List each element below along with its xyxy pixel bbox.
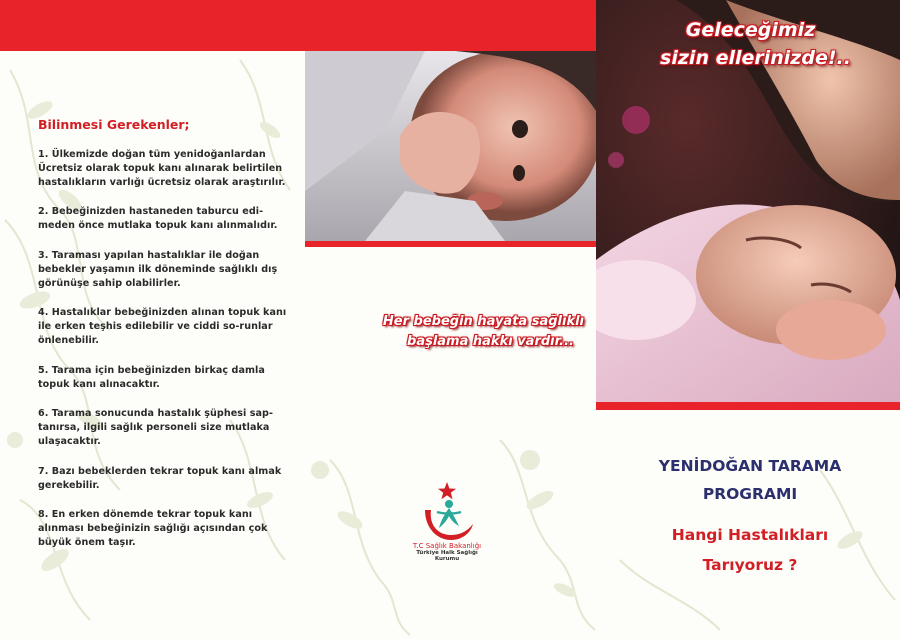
program-title-line-1: YENİDOĞAN TARAMA <box>658 457 842 475</box>
logo-line-2: Türkiye Halk Sağlığı <box>416 550 478 556</box>
list-item: 1. Ülkemizde doğan tüm yenidoğanlardan Ücretsiz olarak topuk kanı alınarak belirtilen hastalıkların varlığı ücretsiz olarak araştırılır. <box>38 149 286 188</box>
program-subtitle-line-1: Hangi Hastalıkları <box>671 526 829 544</box>
list-item: 5. Tarama için bebeğinizden birkaç damla topuk kanı alınacaktır. <box>38 364 265 390</box>
list-item: 4. Hastalıklar bebeğinizden alınan topuk kanı ile erken teşhis edilebilir ve ciddi so-runlar önlenebilir. <box>38 307 287 346</box>
info-title: Bilinmesi Gerekenler; <box>38 117 190 132</box>
list-item: 3. Taraması yapılan hastalıklar ile doğan bebekler yaşamın ilk döneminde sağlıklı dış görünüşe sahip olabilirler. <box>38 249 278 289</box>
photo-red-underline <box>305 241 596 247</box>
logo-line-3: Kurumu <box>434 556 460 562</box>
hero-line-2: sizin ellerinizde!.. <box>660 47 851 69</box>
newborn-photo-image <box>305 51 596 241</box>
hero-line-1: Geleceğimiz <box>685 19 816 41</box>
program-subtitle-line-2: Tarıyoruz ? <box>702 556 798 574</box>
hero-title <box>608 16 893 72</box>
list-item: 7. Bazı bebeklerden tekrar topuk kanı almak gerekebilir. <box>38 465 282 491</box>
tagline <box>316 312 584 352</box>
tagline-line-1: Her bebeğin hayata sağlıklı <box>382 314 584 329</box>
photo-red-underline-right <box>596 402 900 410</box>
list-item: 6. Tarama sonucunda hastalık şüphesi sap-tanırsa, ilgili sağlık personeli size mutlaka ulaşacaktır. <box>38 408 273 447</box>
newborn-photo <box>305 51 596 241</box>
program-title-line-2: PROGRAMI <box>702 485 798 503</box>
top-red-band <box>0 0 596 51</box>
crescent-star-icon <box>419 480 475 542</box>
program-subtitle <box>600 520 900 580</box>
list-item: 2. Bebeğinizden hastaneden taburcu edi-meden önce mutlaka topuk kanı alınmalıdır. <box>38 206 278 232</box>
tagline-line-2: başlama hakkı vardır... <box>407 334 574 349</box>
program-title <box>600 452 900 508</box>
ministry-logo <box>402 480 492 610</box>
info-list <box>38 148 288 566</box>
logo-line-1: T.C Sağlık Bakanlığı <box>412 542 482 550</box>
list-item: 8. En erken dönemde tekrar topuk kanı alınması bebeğinizin sağlığı açısından çok büyük önem taşır. <box>38 509 268 548</box>
